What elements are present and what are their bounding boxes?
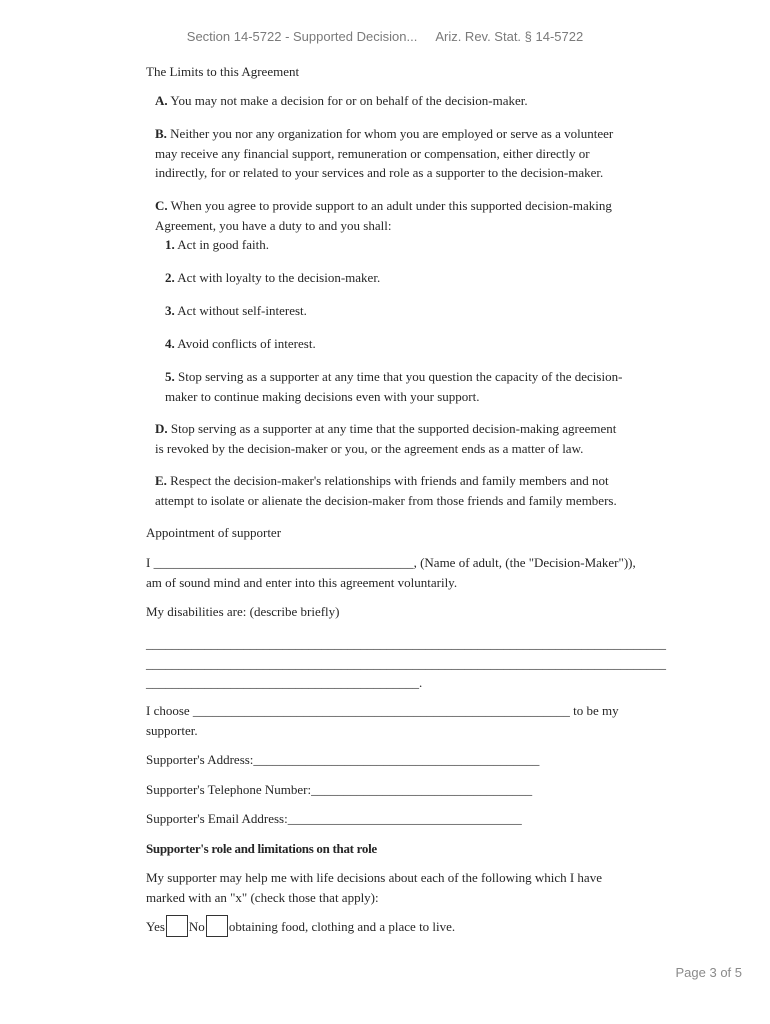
limit-e-letter: E. bbox=[155, 473, 167, 488]
page-number: Page 3 of 5 bbox=[675, 965, 742, 980]
role-intro-line2: marked with an "x" (check those that apply): bbox=[146, 889, 379, 905]
yes-checkbox[interactable] bbox=[166, 915, 188, 937]
limit-b-line2: may receive any financial support, remuneration or compensation, either directly or bbox=[155, 145, 590, 161]
supporter-phone-field[interactable]: Supporter's Telephone Number:__________________________________ bbox=[146, 782, 533, 797]
duty-text: Act with loyalty to the decision-maker. bbox=[177, 270, 381, 285]
supporter-label: supporter. bbox=[146, 722, 198, 738]
appointment-heading: Appointment of supporter bbox=[146, 525, 282, 540]
duty-item bbox=[165, 301, 307, 321]
role-item-text: obtaining food, clothing and a place to live. bbox=[228, 919, 456, 934]
limit-c-line1 bbox=[155, 196, 612, 216]
decision-maker-name-field[interactable]: I ________________________________________, (Name of adult, (the "Decision-Maker")), bbox=[146, 555, 636, 570]
duty-text-continued: maker to continue making decisions even with your support. bbox=[165, 388, 480, 404]
limit-b-line3: indirectly, for or related to your services and role as a supporter to the decision-maker. bbox=[155, 165, 604, 180]
header-title: Section 14-5722 - Supported Decision... bbox=[186, 29, 418, 44]
limit-d-line2: is revoked by the decision-maker or you, or the agreement ends as a matter of law. bbox=[155, 440, 584, 456]
limit-a bbox=[155, 91, 528, 111]
header-citation: Ariz. Rev. Stat. § 14-5722 bbox=[435, 29, 584, 44]
limit-b-text: Neither you nor any organization for whom you are employed or serve as a volunteer bbox=[170, 126, 614, 141]
limit-d-line1 bbox=[155, 419, 616, 439]
disabilities-label: My disabilities are: (describe briefly) bbox=[146, 604, 340, 619]
limit-c-text: When you agree to provide support to an adult under this supported decision-making bbox=[170, 198, 612, 213]
limit-c-letter: C. bbox=[155, 198, 168, 213]
supporter-address-field[interactable]: Supporter's Address:____________________________________________ bbox=[146, 752, 540, 767]
limits-heading: The Limits to this Agreement bbox=[146, 64, 300, 79]
role-intro-line1: My supporter may help me with life decisions about each of the following which I have bbox=[146, 870, 602, 885]
limit-d-letter: D. bbox=[155, 421, 168, 436]
running-header bbox=[0, 29, 770, 44]
duty-item bbox=[165, 334, 316, 354]
duty-num: 1. bbox=[165, 237, 175, 252]
duty-item bbox=[165, 268, 380, 288]
limit-b-letter: B. bbox=[155, 126, 167, 141]
duty-num: 2. bbox=[165, 270, 175, 285]
duty-text: Act without self-interest. bbox=[177, 303, 307, 318]
disabilities-field-line1[interactable]: ________________________________________________________________________________ bbox=[146, 636, 666, 651]
no-label: No bbox=[188, 919, 205, 934]
disabilities-field-line3[interactable]: __________________________________________. bbox=[146, 675, 423, 690]
duty-num: 4. bbox=[165, 336, 175, 351]
duty-item bbox=[165, 235, 269, 255]
role-option-row bbox=[146, 917, 455, 939]
no-checkbox[interactable] bbox=[206, 915, 228, 937]
duty-text: Avoid conflicts of interest. bbox=[177, 336, 316, 351]
limit-e-text: Respect the decision-maker's relationships with friends and family members and not bbox=[170, 473, 609, 488]
duty-item bbox=[165, 367, 622, 387]
limit-e-line2: attempt to isolate or alienate the decision-maker from those friends and family members. bbox=[155, 492, 617, 508]
duty-num: 3. bbox=[165, 303, 175, 318]
limit-a-letter: A. bbox=[155, 93, 168, 108]
supporter-name-field[interactable]: I choose __________________________________________________________ to be my bbox=[146, 703, 619, 718]
supporter-email-field[interactable]: Supporter's Email Address:____________________________________ bbox=[146, 811, 522, 826]
limit-c-line2: Agreement, you have a duty to and you shall: bbox=[155, 217, 392, 233]
yes-label: Yes bbox=[146, 919, 165, 934]
role-heading: Supporter's role and limitations on that role bbox=[146, 841, 377, 856]
limit-a-text: You may not make a decision for or on behalf of the decision-maker. bbox=[170, 93, 528, 108]
sound-mind-statement: am of sound mind and enter into this agreement voluntarily. bbox=[146, 574, 458, 590]
limit-e-line1 bbox=[155, 471, 609, 491]
duty-text: Stop serving as a supporter at any time that you question the capacity of the decision- bbox=[178, 369, 623, 384]
disabilities-field-line2[interactable]: ________________________________________________________________________________ bbox=[146, 655, 666, 671]
limit-b-line1 bbox=[155, 124, 613, 144]
duty-text: Act in good faith. bbox=[177, 237, 270, 252]
duty-num: 5. bbox=[165, 369, 175, 384]
limit-d-text: Stop serving as a supporter at any time that the supported decision-making agreement bbox=[170, 421, 617, 436]
